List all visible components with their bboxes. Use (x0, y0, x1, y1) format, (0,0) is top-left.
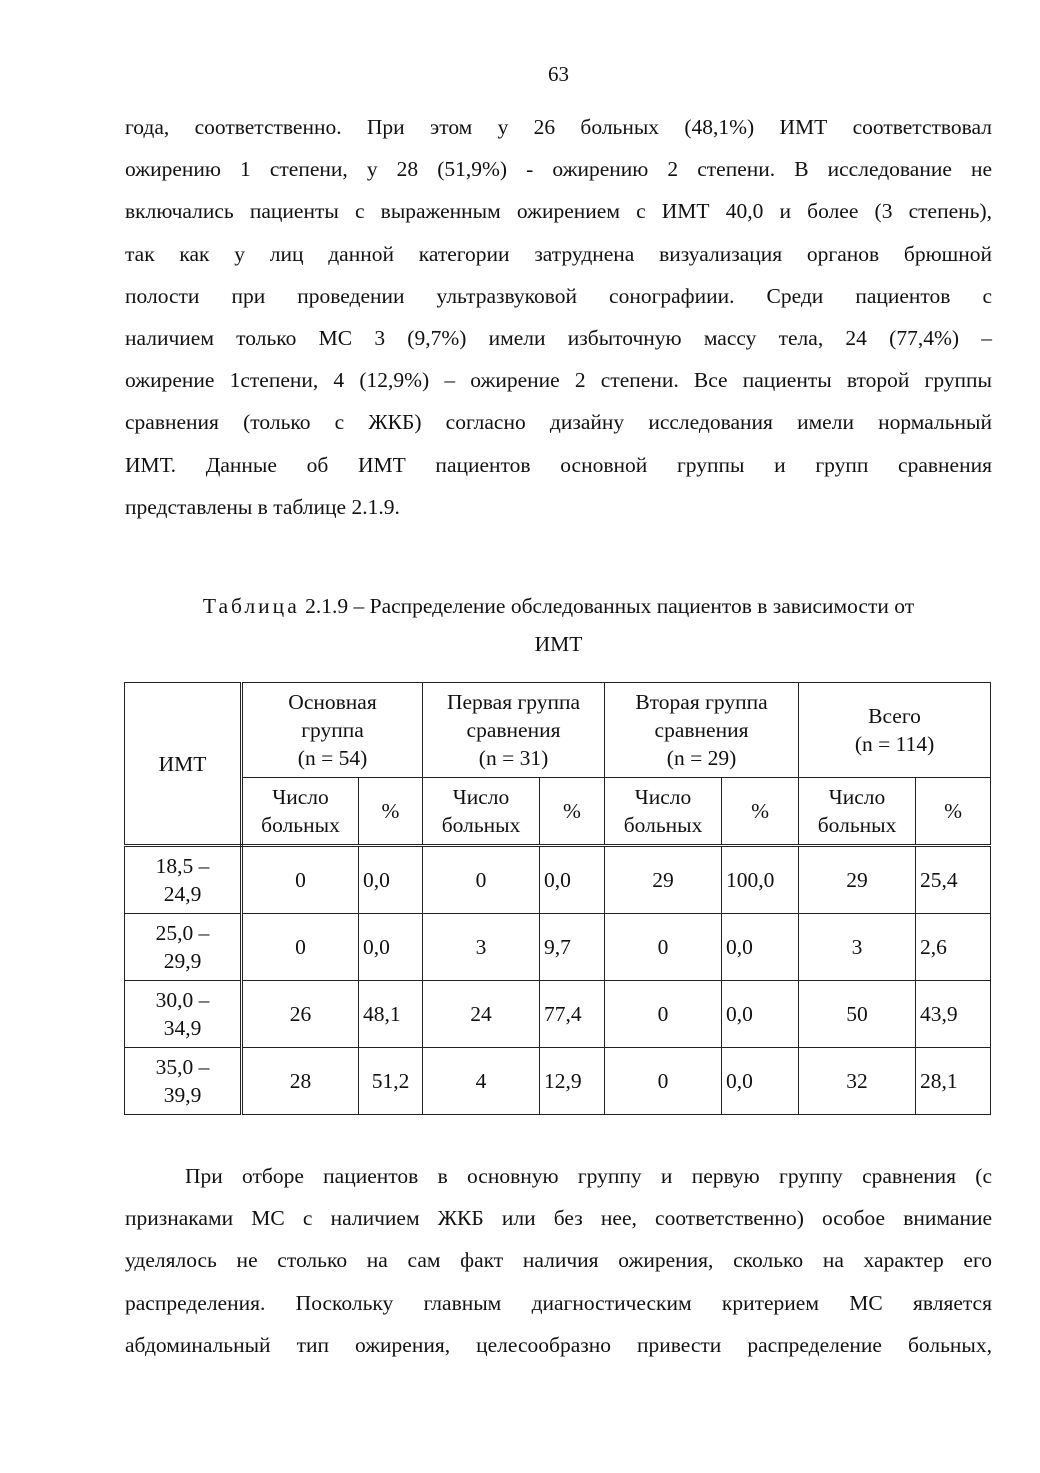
count-cell: 0 (605, 1048, 722, 1115)
imt-range-line: 35,0 – (155, 1055, 210, 1079)
page-number: 63 (548, 62, 569, 86)
paragraph-line: абдоминальный тип ожирения, целесообразно привести распределение больных, (125, 1332, 992, 1357)
count-subheader-line: Число (634, 785, 692, 809)
count-cell: 29 (605, 846, 722, 914)
percent-cell: 51,2 (359, 1048, 423, 1115)
paragraph-line: ожирению 1 степени, у 28 (51,9%) - ожирению 2 степени. В исследование не (125, 157, 992, 182)
count-cell: 3 (423, 914, 540, 981)
table-row (125, 1048, 991, 1115)
imt-range-cell (125, 846, 242, 914)
percent-cell: 0,0 (540, 846, 605, 914)
group-header-main (242, 683, 423, 778)
count-subheader-line: Число (452, 785, 510, 809)
table-caption-text: 2.1.9 – Распределение обследованных пациентов в зависимости от (299, 594, 915, 618)
paragraph-line: При отборе пациентов в основную группу и первую группу сравнения (с (185, 1164, 992, 1188)
imt-range-line: 18,5 – (155, 854, 210, 878)
imt-range-line: 29,9 (163, 949, 202, 973)
count-cell: 29 (799, 846, 916, 914)
count-subheader-line: больных (441, 813, 521, 837)
group-header-total (799, 683, 991, 778)
count-cell: 3 (799, 914, 916, 981)
percent-cell: 0,0 (722, 981, 799, 1048)
percent-cell: 0,0 (722, 914, 799, 981)
paragraph-line: сравнения (только с ЖКБ) согласно дизайну исследования имели нормальный (125, 410, 992, 435)
percent-cell: 28,1 (916, 1048, 991, 1115)
percent-cell: 2,6 (916, 914, 991, 981)
imt-range-line: 34,9 (163, 1016, 202, 1040)
count-cell: 0 (605, 981, 722, 1048)
group-header-first-comparison (423, 683, 605, 778)
percent-cell: 25,4 (916, 846, 991, 914)
count-cell: 50 (799, 981, 916, 1048)
percent-subheader: % (916, 778, 991, 846)
count-subheader (605, 778, 722, 846)
imt-range-line: 39,9 (163, 1083, 202, 1107)
count-subheader (423, 778, 540, 846)
count-cell: 26 (242, 981, 359, 1048)
imt-range-cell (125, 1048, 242, 1115)
percent-cell: 0,0 (359, 914, 423, 981)
count-cell: 0 (605, 914, 722, 981)
percent-cell: 9,7 (540, 914, 605, 981)
table-row (125, 914, 991, 981)
table-row (125, 981, 991, 1048)
imt-range-line: 24,9 (163, 882, 202, 906)
group-header-line: Основная (288, 690, 377, 714)
paragraph-1 (125, 106, 992, 528)
paragraph-line: представлены в таблице 2.1.9. (125, 494, 400, 519)
count-subheader-line: больных (623, 813, 703, 837)
table-caption-line2: ИМТ (534, 632, 583, 656)
percent-cell: 77,4 (540, 981, 605, 1048)
table-header-row (125, 683, 991, 778)
imt-range-line: 30,0 – (155, 988, 210, 1012)
count-subheader-line: больных (261, 813, 340, 837)
count-cell: 4 (423, 1048, 540, 1115)
percent-cell: 0,0 (359, 846, 423, 914)
count-subheader (242, 778, 359, 846)
imt-range-cell (125, 914, 242, 981)
count-cell: 0 (242, 846, 359, 914)
count-subheader-line: Число (828, 785, 886, 809)
percent-cell: 0,0 (722, 1048, 799, 1115)
imt-range-cell (125, 981, 242, 1048)
count-cell: 0 (242, 914, 359, 981)
count-cell: 24 (423, 981, 540, 1048)
imt-range-line: 25,0 – (155, 921, 210, 945)
percent-subheader: % (359, 778, 423, 846)
percent-cell: 43,9 (916, 981, 991, 1048)
group-header-line: сравнения (654, 718, 749, 742)
group-header-line: Первая группа (446, 690, 581, 714)
group-header-line: (n = 29) (666, 746, 737, 770)
group-header-line: (n = 114) (854, 732, 935, 756)
paragraph-line: уделялось не столько на сам факт наличия ожирения, сколько на характер его (125, 1248, 992, 1273)
percent-subheader: % (722, 778, 799, 846)
count-subheader-line: больных (817, 813, 897, 837)
paragraph-line: ожирение 1степени, 4 (12,9%) – ожирение 2 степени. Все пациенты второй группы (125, 368, 992, 393)
paragraph-line: распределения. Поскольку главным диагностическим критерием МС является (125, 1290, 992, 1315)
paragraph-line: полости при проведении ультразвуковой сонографиии. Среди пациентов с (125, 283, 992, 308)
table-row (125, 846, 991, 914)
group-header-line: группа (301, 718, 364, 742)
count-cell: 0 (423, 846, 540, 914)
imt-column-header: ИМТ (125, 683, 242, 846)
table-caption-label: Таблица (202, 594, 300, 618)
table-caption (125, 587, 992, 663)
paragraph-line: включались пациенты с выраженным ожирением с ИМТ 40,0 и более (3 степень), (125, 199, 992, 224)
group-header-line: (n = 31) (478, 746, 549, 770)
percent-subheader: % (540, 778, 605, 846)
count-cell: 28 (242, 1048, 359, 1115)
table-subheader-row (125, 778, 991, 846)
group-header-line: сравнения (466, 718, 561, 742)
percent-cell: 100,0 (722, 846, 799, 914)
percent-cell: 12,9 (540, 1048, 605, 1115)
paragraph-2 (125, 1155, 992, 1366)
paragraph-line: наличием только МС 3 (9,7%) имели избыточную массу тела, 24 (77,4%) – (125, 326, 992, 351)
paragraph-line: признаками МС с наличием ЖКБ или без нее, соответственно) особое внимание (125, 1206, 992, 1231)
paragraph-line: ИМТ. Данные об ИМТ пациентов основной группы и групп сравнения (125, 452, 992, 477)
paragraph-line: года, соответственно. При этом у 26 больных (48,1%) ИМТ соответствовал (125, 115, 992, 139)
imt-distribution-table (124, 682, 991, 1115)
group-header-line: (n = 54) (297, 746, 368, 770)
group-header-line: Вторая группа (635, 690, 768, 714)
percent-cell: 48,1 (359, 981, 423, 1048)
group-header-line: Всего (868, 704, 921, 728)
count-subheader-line: Число (272, 785, 329, 809)
group-header-second-comparison (605, 683, 799, 778)
count-cell: 32 (799, 1048, 916, 1115)
paragraph-line: так как у лиц данной категории затруднена визуализация органов брюшной (125, 241, 992, 266)
count-subheader (799, 778, 916, 846)
